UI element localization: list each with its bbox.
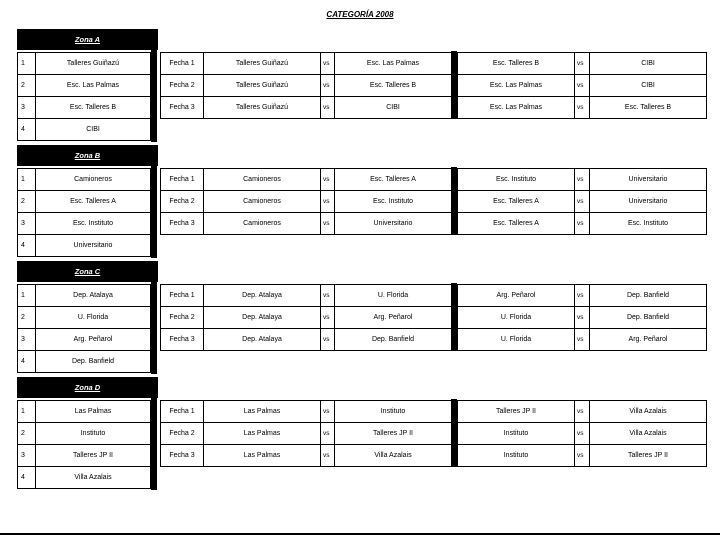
vs-label: vs [320, 74, 335, 97]
away-team: Dep. Banfield [589, 284, 707, 307]
vs-label: vs [574, 74, 590, 97]
fecha-label: Fecha 2 [160, 74, 204, 97]
team-name: CIBI [35, 118, 151, 141]
fecha-label: Fecha 2 [160, 190, 204, 213]
home-team: Camioneros [203, 168, 321, 191]
fecha-label: Fecha 3 [160, 444, 204, 467]
fecha-label: Fecha 3 [160, 212, 204, 235]
team-number: 2 [17, 422, 36, 445]
zone-header: Zona D [17, 377, 158, 398]
home-team: Talleres Guiñazú [203, 96, 321, 119]
team-number: 1 [17, 168, 36, 191]
vs-label: vs [320, 328, 335, 351]
vs-label: vs [574, 168, 590, 191]
fecha-label: Fecha 3 [160, 96, 204, 119]
home-team: Camioneros [203, 212, 321, 235]
team-name: Dep. Banfield [35, 350, 151, 373]
team-name: U. Florida [35, 306, 151, 329]
away-team: CIBI [334, 96, 452, 119]
page-title: CATEGORÍA 2008 [326, 10, 394, 19]
home-team: Instituto [457, 422, 575, 445]
fecha-label: Fecha 1 [160, 400, 204, 423]
home-team: Dep. Atalaya [203, 306, 321, 329]
away-team: Universitario [589, 190, 707, 213]
vs-label: vs [320, 96, 335, 119]
vs-label: vs [320, 190, 335, 213]
vs-label: vs [574, 284, 590, 307]
team-number: 3 [17, 444, 36, 467]
home-team: Esc. Talleres A [457, 190, 575, 213]
away-team: Villa Azalais [589, 400, 707, 423]
team-number: 3 [17, 328, 36, 351]
vs-label: vs [574, 400, 590, 423]
vs-label: vs [574, 306, 590, 329]
away-team: Arg. Peñarol [334, 306, 452, 329]
team-list-border [151, 398, 157, 490]
away-team: CIBI [589, 52, 707, 75]
zone-header: Zona C [17, 261, 158, 282]
zone-header: Zona A [17, 29, 158, 50]
vs-label: vs [574, 422, 590, 445]
vs-label: vs [320, 306, 335, 329]
vs-label: vs [574, 328, 590, 351]
away-team: Universitario [334, 212, 452, 235]
away-team: Talleres JP II [589, 444, 707, 467]
team-name: Esc. Talleres A [35, 190, 151, 213]
vs-label: vs [320, 168, 335, 191]
team-list-border [151, 50, 157, 142]
home-team: Esc. Talleres A [457, 212, 575, 235]
zone-header: Zona B [17, 145, 158, 166]
vs-label: vs [320, 212, 335, 235]
home-team: Dep. Atalaya [203, 328, 321, 351]
vs-label: vs [574, 52, 590, 75]
team-number: 3 [17, 96, 36, 119]
away-team: Talleres JP II [334, 422, 452, 445]
team-number: 2 [17, 74, 36, 97]
away-team: Villa Azalais [334, 444, 452, 467]
away-team: Universitario [589, 168, 707, 191]
home-team: Esc. Instituto [457, 168, 575, 191]
fecha-label: Fecha 1 [160, 284, 204, 307]
away-team: Esc. Las Palmas [334, 52, 452, 75]
home-team: Esc. Talleres B [457, 52, 575, 75]
home-team: Las Palmas [203, 400, 321, 423]
match-separator [451, 399, 457, 467]
team-name: Universitario [35, 234, 151, 257]
vs-label: vs [574, 212, 590, 235]
team-name: Esc. Instituto [35, 212, 151, 235]
team-number: 2 [17, 306, 36, 329]
team-number: 1 [17, 400, 36, 423]
away-team: Esc. Instituto [589, 212, 707, 235]
away-team: Instituto [334, 400, 452, 423]
vs-label: vs [320, 400, 335, 423]
away-team: Dep. Banfield [334, 328, 452, 351]
home-team: Talleres Guiñazú [203, 52, 321, 75]
vs-label: vs [574, 444, 590, 467]
home-team: U. Florida [457, 306, 575, 329]
home-team: Las Palmas [203, 422, 321, 445]
away-team: Esc. Talleres B [334, 74, 452, 97]
team-number: 4 [17, 350, 36, 373]
away-team: Esc. Talleres B [589, 96, 707, 119]
team-name: Arg. Peñarol [35, 328, 151, 351]
team-number: 1 [17, 52, 36, 75]
vs-label: vs [320, 284, 335, 307]
away-team: CIBI [589, 74, 707, 97]
away-team: Esc. Instituto [334, 190, 452, 213]
vs-label: vs [320, 52, 335, 75]
fecha-label: Fecha 2 [160, 422, 204, 445]
home-team: Talleres JP II [457, 400, 575, 423]
team-number: 3 [17, 212, 36, 235]
home-team: Dep. Atalaya [203, 284, 321, 307]
fecha-label: Fecha 1 [160, 168, 204, 191]
team-name: Villa Azalais [35, 466, 151, 489]
home-team: Esc. Las Palmas [457, 74, 575, 97]
home-team: Las Palmas [203, 444, 321, 467]
vs-label: vs [320, 422, 335, 445]
vs-label: vs [320, 444, 335, 467]
team-name: Instituto [35, 422, 151, 445]
away-team: U. Florida [334, 284, 452, 307]
fecha-label: Fecha 3 [160, 328, 204, 351]
team-list-border [151, 282, 157, 374]
match-separator [451, 51, 457, 119]
team-name: Las Palmas [35, 400, 151, 423]
match-separator [451, 167, 457, 235]
team-number: 4 [17, 234, 36, 257]
away-team: Arg. Peñarol [589, 328, 707, 351]
match-separator [451, 283, 457, 351]
away-team: Esc. Talleres A [334, 168, 452, 191]
away-team: Villa Azalais [589, 422, 707, 445]
team-name: Esc. Talleres B [35, 96, 151, 119]
team-name: Talleres JP II [35, 444, 151, 467]
vs-label: vs [574, 190, 590, 213]
team-list-border [151, 166, 157, 258]
team-name: Dep. Atalaya [35, 284, 151, 307]
home-team: Talleres Guiñazú [203, 74, 321, 97]
fecha-label: Fecha 2 [160, 306, 204, 329]
team-name: Camioneros [35, 168, 151, 191]
bottom-rule [0, 533, 720, 535]
away-team: Dep. Banfield [589, 306, 707, 329]
home-team: Camioneros [203, 190, 321, 213]
home-team: U. Florida [457, 328, 575, 351]
team-name: Esc. Las Palmas [35, 74, 151, 97]
fecha-label: Fecha 1 [160, 52, 204, 75]
vs-label: vs [574, 96, 590, 119]
team-number: 4 [17, 466, 36, 489]
team-name: Talleres Guiñazú [35, 52, 151, 75]
team-number: 2 [17, 190, 36, 213]
home-team: Instituto [457, 444, 575, 467]
home-team: Arg. Peñarol [457, 284, 575, 307]
home-team: Esc. Las Palmas [457, 96, 575, 119]
team-number: 1 [17, 284, 36, 307]
team-number: 4 [17, 118, 36, 141]
